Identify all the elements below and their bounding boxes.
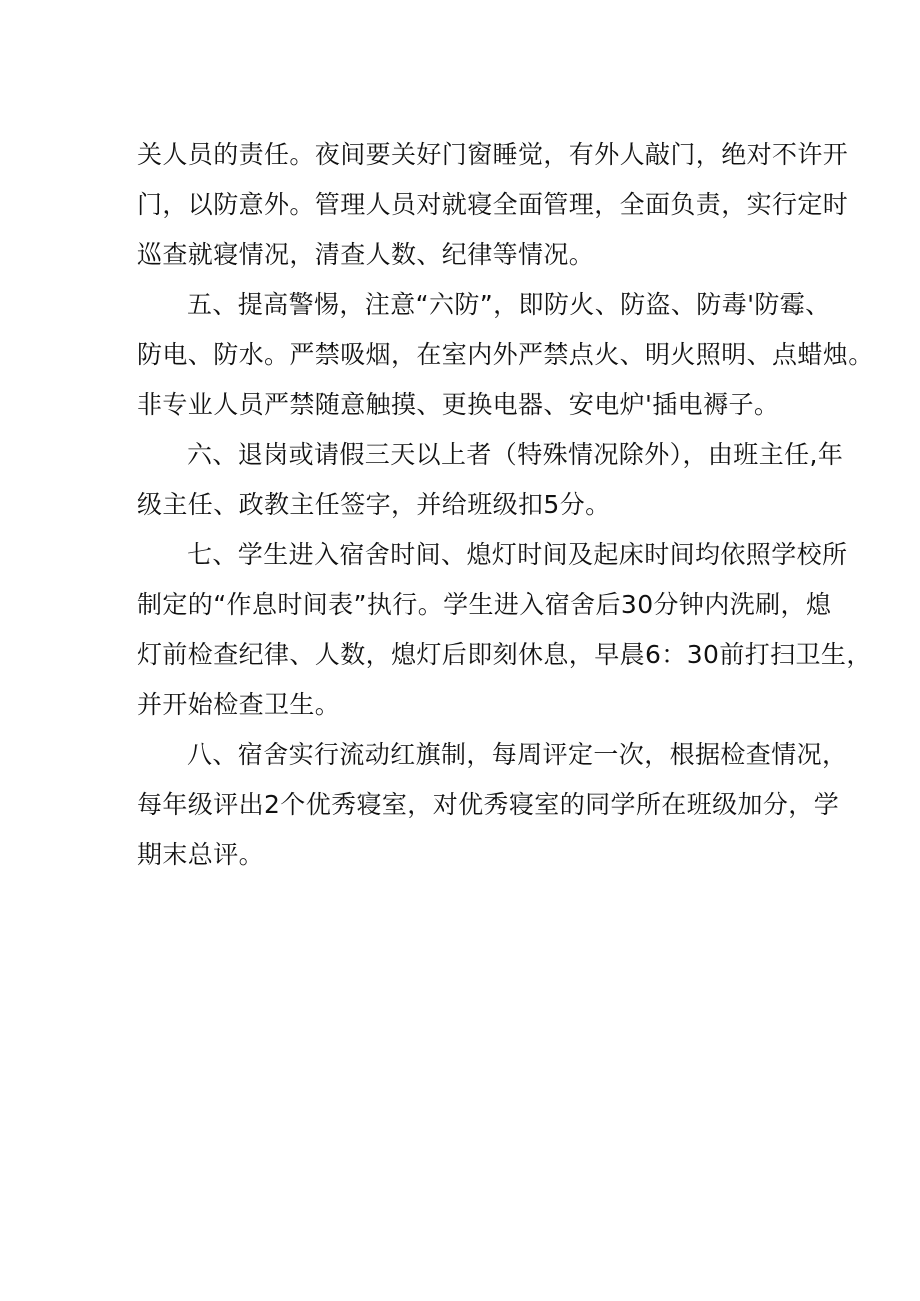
text-line: 灯前检查纪律、人数，熄灯后即刻休息，早晨6：30前打扫卫生， [137, 640, 872, 669]
text-line: 每年级评出2个优秀寝室，对优秀寝室的同学所在班级加分，学 [137, 790, 840, 819]
text-line: 防电、防水。严禁吸烟，在室内外严禁点火、明火照明、点蜡烛。 [137, 340, 874, 369]
section-eight-line: 八、宿舍实行流动红旗制，每周评定一次，根据检查情况， [187, 740, 848, 769]
text-line: 关人员的责任。夜间要关好门窗睡觉，有外人敲门，绝对不许开 [137, 140, 849, 169]
text-line: 巡查就寝情况，清查人数、纪律等情况。 [137, 240, 595, 269]
text-line: 制定的“作息时间表”执行。学生进入宿舍后30分钟内洗刷，熄 [137, 590, 832, 619]
text-line: 门，以防意外。管理人员对就寝全面管理，全面负责，实行定时 [137, 190, 849, 219]
section-six-line: 六、退岗或请假三天以上者（特殊情况除外），由班主任,年 [187, 440, 844, 469]
text-line: 并开始检查卫生。 [137, 690, 341, 719]
section-five-line: 五、提高警惕，注意“六防”，即防火、防盗、防毒'防霉、 [187, 290, 831, 319]
text-line: 非专业人员严禁随意触摸、更换电器、安电炉'插电褥子。 [137, 390, 780, 419]
section-seven-line: 七、学生进入宿舍时间、熄灯时间及起床时间均依照学校所 [187, 540, 848, 569]
text-line: 级主任、政教主任签字，并给班级扣5分。 [137, 490, 611, 519]
text-line: 期末总评。 [137, 840, 265, 869]
